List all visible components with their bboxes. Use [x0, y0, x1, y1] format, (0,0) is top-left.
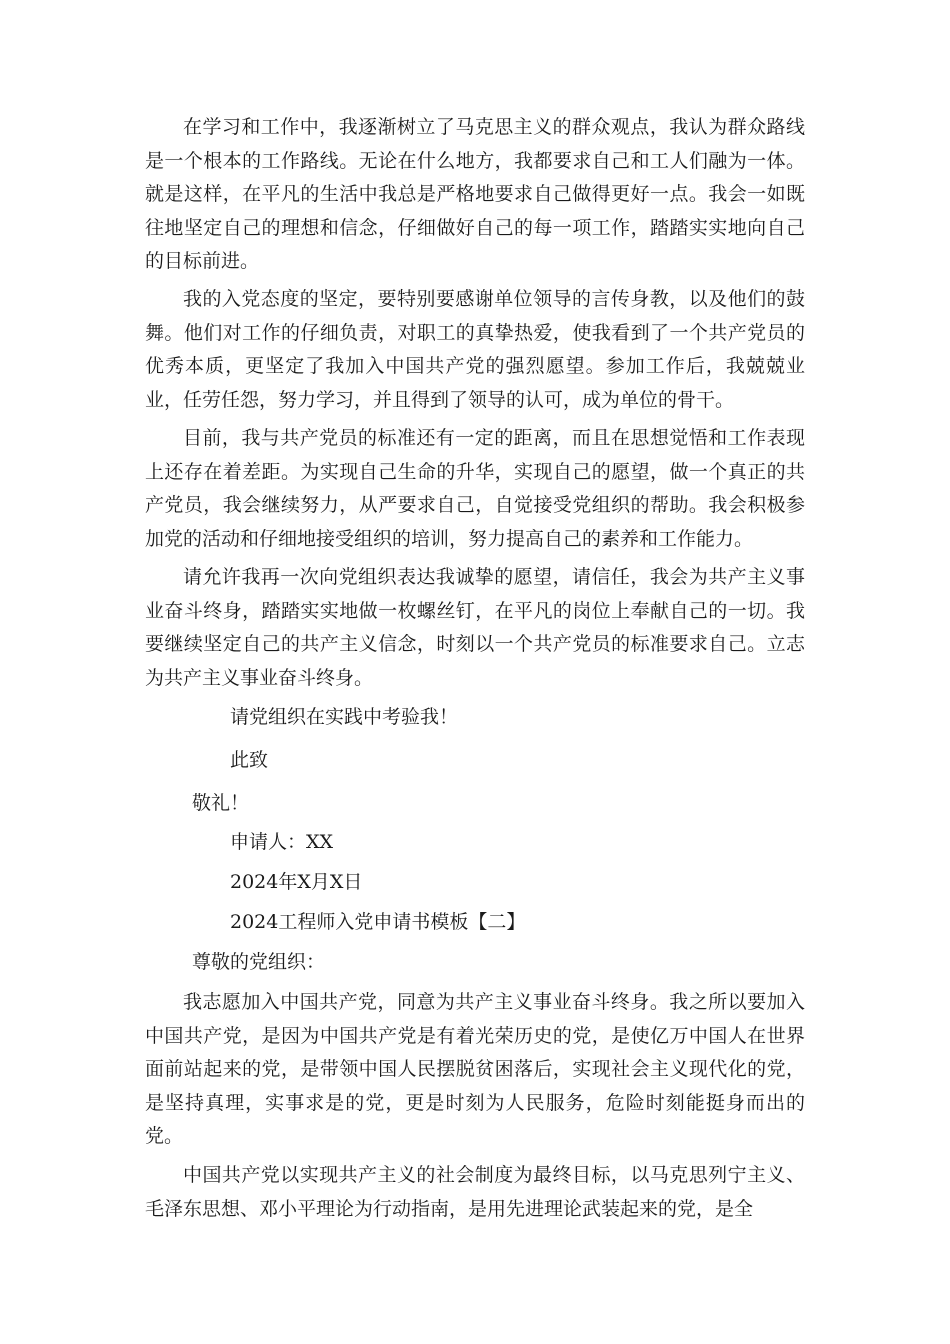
paragraph-mass-line: 在学习和工作中，我逐渐树立了马克思主义的群众观点，我认为群众路线是一个根本的工作路线。无论在什么地方，我都要求自己和工人们融为一体。就是这样，在平凡的生活中我总是严格地要求自己做得更好一点。我会一如既往地坚定自己的理想和信念，仔细做好自己的每一项工作，踏踏实实地向自己的目标前进。	[145, 116, 805, 273]
closing-request: 请党组织在实践中考验我！	[230, 706, 459, 728]
closing-jingli: 敬礼！	[192, 792, 250, 814]
paragraph-sincere-wish: 请允许我再一次向党组织表达我诚挚的愿望，请信任，我会为共产主义事业奋斗终身，踏踏实实地做一枚螺丝钉，在平凡的岗位上奉献自己的一切。我要继续坚定自己的共产主义信念，时刻以一个共产党员的标准要求自己。立志为共产主义事业奋斗终身。	[145, 566, 805, 689]
paragraph-volunteer-join: 我志愿加入中国共产党，同意为共产主义事业奋斗终身。我之所以要加入中国共产党，是因为中国共产党是有着光荣历史的党，是使亿万中国人在世界面前站起来的党，是带领中国人民摆脱贫困落后，实现社会主义现代化的党，是坚持真理，实事求是的党，更是时刻为人民服务，危险时刻能挺身而出的党。	[145, 991, 805, 1148]
closing-cizhi: 此致	[230, 749, 269, 771]
section-title: 2024工程师入党申请书模板【二】	[230, 911, 526, 933]
paragraph-current-gap: 目前，我与共产党员的标准还有一定的距离，而且在思想觉悟和工作表现上还存在着差距。为实现自己生命的升华，实现自己的愿望，做一个真正的共产党员，我会继续努力，从严要求自己，自觉接受党组织的帮助。我会积极参加党的活动和仔细地接受组织的培训，努力提高自己的素养和工作能力。	[145, 427, 805, 550]
paragraph-party-attitude: 我的入党态度的坚定，要特别要感谢单位领导的言传身教，以及他们的鼓舞。他们对工作的仔细负责，对职工的真挚热爱，使我看到了一个共产党员的优秀本质，更坚定了我加入中国共产党的强烈愿望。参加工作后，我兢兢业业，任劳任怨，努力学习，并且得到了领导的认可，成为单位的骨干。	[145, 288, 805, 411]
paragraph-party-goal: 中国共产党以实现共产主义的社会制度为最终目标，以马克思列宁主义、毛泽东思想、邓小平理论为行动指南，是用先进理论武装起来的党，是全	[145, 1164, 805, 1220]
salutation: 尊敬的党组织：	[192, 951, 326, 973]
applicant-signature: 申请人：XX	[230, 831, 334, 853]
application-date: 2024年X月X日	[230, 871, 363, 893]
